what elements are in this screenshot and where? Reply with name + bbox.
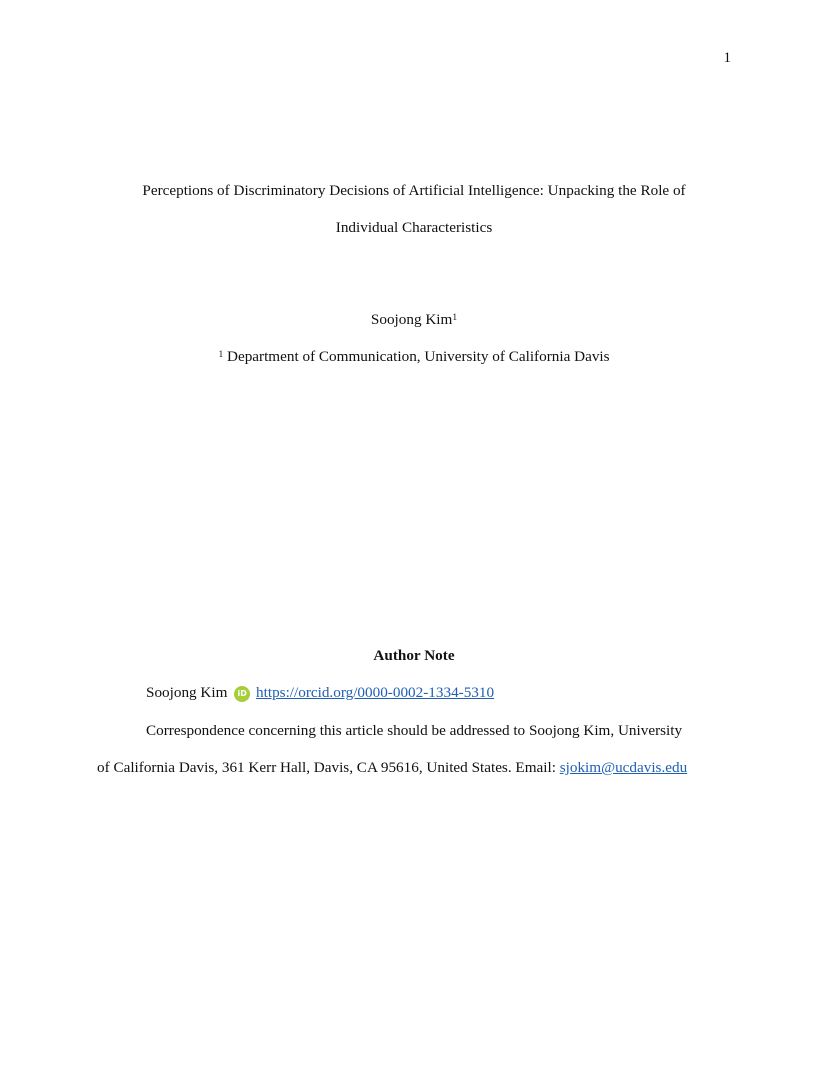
paper-title-line-2: Individual Characteristics <box>335 218 493 236</box>
affiliation-text: Department of Communication, University of California Davis <box>223 348 610 365</box>
author-note-heading: Author Note <box>373 647 455 664</box>
affiliation-marker: 1 <box>218 350 224 360</box>
orcid-id-icon[interactable]: iD <box>234 686 250 702</box>
correspondence-line-1: Correspondence concerning this article should be addressed to Soojong Kim, University <box>146 722 683 739</box>
correspondence-address: of California Davis, 361 Kerr Hall, Davis, CA 95616, United States. Email: <box>97 759 560 776</box>
orcid-author-name: Soojong Kim <box>146 684 228 701</box>
author-name <box>0 309 828 331</box>
author-affiliation-marker: 1 <box>452 313 458 323</box>
affiliation <box>0 346 828 368</box>
correspondence-line-2 <box>97 757 687 779</box>
paper-title <box>0 173 828 246</box>
page-number: 1 <box>723 50 731 66</box>
orcid-line <box>146 682 494 704</box>
author-name-text: Soojong Kim <box>370 311 453 328</box>
orcid-link[interactable]: https://orcid.org/0000-0002-1334-5310 <box>256 684 495 701</box>
paper-title-line-1: Perceptions of Discriminatory Decisions of Artificial Intelligence: Unpacking the Role of <box>142 182 686 199</box>
email-link[interactable]: sjokim@ucdavis.edu <box>559 759 688 776</box>
